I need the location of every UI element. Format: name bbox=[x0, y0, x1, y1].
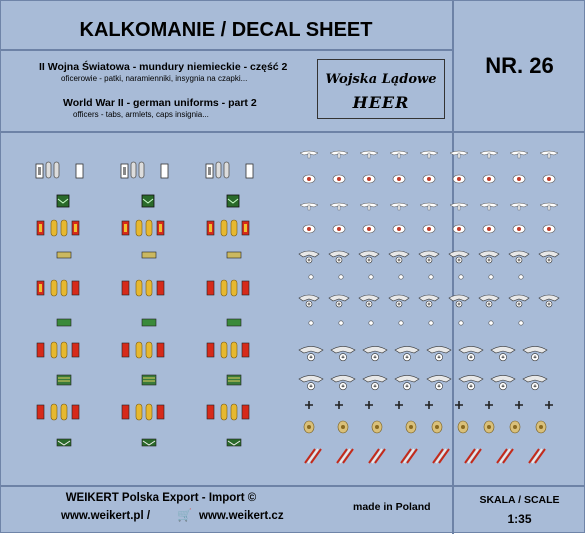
eagle-icon bbox=[540, 203, 558, 210]
eagle-emblem-icon bbox=[299, 295, 319, 307]
cross-icon bbox=[365, 401, 373, 409]
website-pl: www.weikert.pl / bbox=[61, 510, 151, 522]
small-cockade-icon bbox=[339, 321, 343, 325]
sheet-number: NR. 26 bbox=[485, 53, 554, 78]
eagle-emblem-icon bbox=[299, 251, 319, 263]
shoulder-board-rows bbox=[37, 220, 249, 446]
eagle-emblem-icon bbox=[427, 346, 451, 360]
eagle-emblem-icon bbox=[359, 251, 379, 263]
armband-row-3 bbox=[57, 375, 241, 385]
small-cockade-icon bbox=[459, 321, 463, 325]
cross-icon bbox=[455, 401, 463, 409]
eagle-emblem-icon bbox=[331, 375, 355, 389]
oval-badge-icon bbox=[536, 421, 546, 433]
cross-icon bbox=[335, 401, 343, 409]
cockade-icon bbox=[543, 175, 555, 183]
eagle-emblem-icon bbox=[459, 375, 483, 389]
oval-badge-icon bbox=[510, 421, 520, 433]
cockade-icon bbox=[333, 175, 345, 183]
subtitle-english-detail: officers - tabs, armlets, caps insignia... bbox=[73, 110, 209, 119]
oval-badge-icon bbox=[458, 421, 468, 433]
cross-icon bbox=[545, 401, 553, 409]
eagle-icon bbox=[540, 151, 558, 158]
armband-row-4 bbox=[57, 439, 241, 446]
eagle-icon bbox=[300, 151, 318, 158]
oval-badge-icon bbox=[304, 421, 314, 433]
eagle-emblem-icon bbox=[459, 346, 483, 360]
armband-row-2 bbox=[57, 319, 241, 326]
decal-artwork bbox=[1, 1, 585, 534]
eagle-emblem-icon bbox=[539, 251, 559, 263]
cross-icon bbox=[395, 401, 403, 409]
eagle-emblem-icon bbox=[523, 375, 547, 389]
eagle-icon bbox=[420, 203, 438, 210]
cockade-icon bbox=[423, 225, 435, 233]
eagle-emblem-icon bbox=[419, 295, 439, 307]
small-cockade-icon bbox=[309, 275, 313, 279]
subtitle-english: World War II - german uniforms - part 2 bbox=[63, 97, 257, 109]
eagle-icon bbox=[330, 151, 348, 158]
eagle-emblem-icon bbox=[395, 346, 419, 360]
eagle-icon bbox=[330, 203, 348, 210]
left-decal-group bbox=[36, 162, 253, 446]
eagle-emblem-icon bbox=[329, 295, 349, 307]
website-cz: www.weikert.cz bbox=[199, 510, 284, 522]
eagle-icon bbox=[450, 151, 468, 158]
oval-badge-icon bbox=[406, 421, 416, 433]
cockade-icon bbox=[543, 225, 555, 233]
small-cockade-icon bbox=[399, 321, 403, 325]
eagle-icon bbox=[480, 203, 498, 210]
scale-label: SKALA / SCALE bbox=[479, 494, 560, 506]
eagle-icon bbox=[420, 151, 438, 158]
green-patch-row bbox=[57, 195, 239, 207]
eagle-emblem-icon bbox=[419, 251, 439, 263]
eagle-emblem-icon bbox=[299, 375, 323, 389]
eagle-emblem-icon bbox=[523, 346, 547, 360]
eagle-icon bbox=[390, 151, 408, 158]
chevron-stripe-icon bbox=[369, 449, 385, 463]
eagle-emblem-icon bbox=[509, 295, 529, 307]
eagle-icon bbox=[360, 151, 378, 158]
eagle-emblem-icon bbox=[427, 375, 451, 389]
cockade-icon bbox=[513, 175, 525, 183]
cockade-icon bbox=[333, 225, 345, 233]
small-cockade-icon bbox=[339, 275, 343, 279]
cockade-icon bbox=[453, 175, 465, 183]
small-cockade-icon bbox=[369, 321, 373, 325]
eagle-emblem-icon bbox=[363, 375, 387, 389]
cockade-icon bbox=[483, 175, 495, 183]
oval-badge-icon bbox=[372, 421, 382, 433]
cockade-icon bbox=[363, 225, 375, 233]
cockade-icon bbox=[423, 175, 435, 183]
small-cockade-icon bbox=[309, 321, 313, 325]
chevron-stripe-icon bbox=[401, 449, 417, 463]
eagle-emblem-icon bbox=[539, 295, 559, 307]
company-name: WEIKERT Polska Export - Import © bbox=[65, 492, 257, 504]
eagle-emblem-icon bbox=[331, 346, 355, 360]
eagle-emblem-icon bbox=[509, 251, 529, 263]
small-cockade-icon bbox=[489, 275, 493, 279]
chevron-stripe-icon bbox=[529, 449, 545, 463]
cockade-icon bbox=[453, 225, 465, 233]
chevron-stripe-icon bbox=[465, 449, 481, 463]
eagle-icon bbox=[510, 151, 528, 158]
small-cockade-icon bbox=[429, 321, 433, 325]
eagle-emblem-icon bbox=[389, 251, 409, 263]
eagle-icon bbox=[480, 151, 498, 158]
small-cockade-icon bbox=[519, 275, 523, 279]
cockade-icon bbox=[393, 175, 405, 183]
subtitle-polish-detail: oficerowie - patki, naramienniki, insygnia na czapki... bbox=[61, 74, 248, 83]
armband-row-1 bbox=[57, 252, 241, 258]
subtitle-polish: II Wojna Światowa - mundury niemieckie - część 2 bbox=[39, 61, 288, 73]
sheet-title: KALKOMANIE / DECAL SHEET bbox=[79, 19, 373, 41]
cross-icon bbox=[515, 401, 523, 409]
eagle-emblem-icon bbox=[479, 295, 499, 307]
eagle-emblem-icon bbox=[363, 346, 387, 360]
eagle-emblem-icon bbox=[389, 295, 409, 307]
small-cockade-icon bbox=[519, 321, 523, 325]
eagle-emblem-icon bbox=[359, 295, 379, 307]
cross-icon bbox=[305, 401, 313, 409]
cockade-icon bbox=[393, 225, 405, 233]
cockade-icon bbox=[513, 225, 525, 233]
eagle-emblem-icon bbox=[299, 346, 323, 360]
cross-icon bbox=[425, 401, 433, 409]
eagle-icon bbox=[390, 203, 408, 210]
army-branch: HEER bbox=[352, 93, 410, 112]
eagle-icon bbox=[300, 203, 318, 210]
eagle-emblem-icon bbox=[449, 251, 469, 263]
small-cockade-icon bbox=[429, 275, 433, 279]
shopping-cart-icon: 🛒 bbox=[177, 508, 192, 522]
small-cockade-icon bbox=[369, 275, 373, 279]
eagle-emblem-icon bbox=[479, 251, 499, 263]
made-in-label: made in Poland bbox=[353, 501, 431, 513]
eagle-emblem-icon bbox=[329, 251, 349, 263]
oval-badge-icon bbox=[432, 421, 442, 433]
scale-value: 1:35 bbox=[507, 512, 532, 526]
small-cockade-icon bbox=[489, 321, 493, 325]
cockade-icon bbox=[303, 225, 315, 233]
eagle-emblem-icon bbox=[449, 295, 469, 307]
chevron-stripe-icon bbox=[337, 449, 353, 463]
eagle-emblem-icon bbox=[491, 346, 515, 360]
eagle-emblem-icon bbox=[491, 375, 515, 389]
eagle-icon bbox=[450, 203, 468, 210]
eagle-icon bbox=[360, 203, 378, 210]
cross-icon bbox=[485, 401, 493, 409]
eagle-icon bbox=[510, 203, 528, 210]
army-name: Wojska Lądowe bbox=[325, 72, 437, 87]
chevron-stripe-icon bbox=[305, 449, 321, 463]
collar-tab-row-1 bbox=[36, 162, 253, 178]
cockade-icon bbox=[483, 225, 495, 233]
small-cockade-icon bbox=[399, 275, 403, 279]
oval-badge-icon bbox=[484, 421, 494, 433]
cockade-icon bbox=[303, 175, 315, 183]
eagle-emblem-icon bbox=[395, 375, 419, 389]
small-cockade-icon bbox=[459, 275, 463, 279]
oval-badge-icon bbox=[338, 421, 348, 433]
chevron-stripe-icon bbox=[433, 449, 449, 463]
chevron-stripe-icon bbox=[497, 449, 513, 463]
cockade-icon bbox=[363, 175, 375, 183]
right-decal-group bbox=[299, 151, 559, 463]
